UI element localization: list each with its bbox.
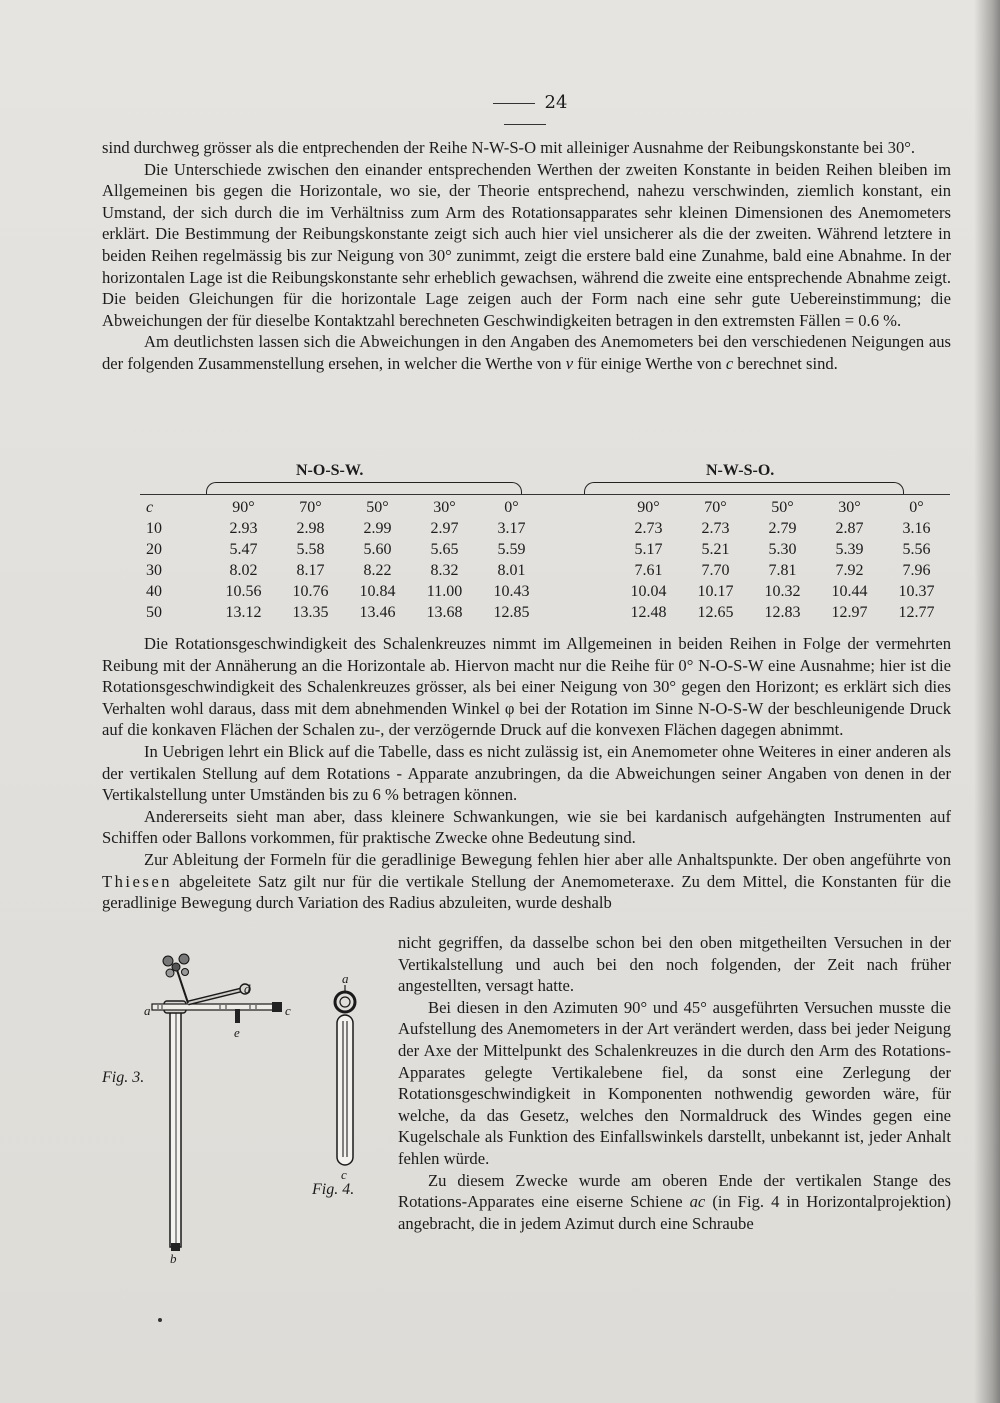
table-cell-value: 10.44 <box>831 582 868 600</box>
table-cell-value: 2.87 <box>835 519 864 537</box>
table-cell-value: 3.17 <box>497 519 526 537</box>
paragraph: Zu diesem Zwecke wurde am oberen Ende der vertikalen Stange des Rotations-Apparates eine eiserne Schiene ac (in Fig. 4 in Horizontalprojektion) angebracht, die in jedem Azimut durch eine Schraube <box>398 1170 951 1233</box>
table-cell-value: 10.76 <box>292 582 329 600</box>
table-cell-c: 40 <box>146 582 162 600</box>
table-gap-cell <box>545 518 615 539</box>
paragraph: Die Unterschiede zwischen den einander entsprechenden Werthen der zweiten Konstante in beiden Reihen bleiben im Allgemeinen bis gegen die Horizontale, wo sie, der Theorie entsprechend, nahezu verschwinden, ziemlich konstant, ein Umstand, der sich durch die im Verhältniss zum Arm des Rotationsapparates sehr kleinen Dimensionen des Anemometers erklärt. Die Bestimmung der Reibungskonstante zeigt sich auch hier viel unsicherer als die der zweiten. Während letztere in beiden Reihen regelmässig bis zur Neigung von 30° zunimmt, zeigt die erstere bald eine Zunahme, bald eine Abnahme. In der horizontalen Lage ist die Reibungskonstante sehr erheblich gewachsen, während die zweite eine entsprechende Abnahme zeigt. Die beiden Gleichungen für die horizontale Lage zeigen auch der Form nach eine sehr gute Uebereinstimmung; die Abweichungen der für dieselbe Kontaktzahl berechneten Geschwindigkeiten betragen in den extremsten Fällen = 0.6 %. <box>102 159 951 330</box>
table-row <box>140 581 950 602</box>
table-cell-value: 10.32 <box>764 582 801 600</box>
table-cell-value: 30° <box>816 495 883 519</box>
table-cell-value: 2.73 <box>701 519 730 537</box>
table-cell-value: 7.96 <box>902 561 931 579</box>
table-cell-value: 12.83 <box>764 603 801 621</box>
table-cell-value: 12.97 <box>831 603 868 621</box>
label-c-fig3: c <box>285 1003 291 1018</box>
fig3-caption: Fig. 3. <box>102 1069 145 1086</box>
velocity-table <box>140 494 950 623</box>
body-text-top <box>102 137 951 375</box>
table-cell-value: 90° <box>210 495 277 519</box>
table-cell-value: 7.61 <box>634 561 663 579</box>
label-d: d <box>244 981 251 996</box>
fig4-caption: Fig. 4. <box>312 1181 355 1198</box>
table-cell-value: 10.56 <box>225 582 262 600</box>
table-row <box>140 560 950 581</box>
paragraph: sind durchweg grösser als die entprechenden der Reihe N-W-S-O mit alleiniger Ausnahme der Reibungskonstante bei 30°. <box>102 138 916 157</box>
table-cell-value: 12.65 <box>697 603 734 621</box>
table-cell-value: 12.48 <box>630 603 667 621</box>
paragraph: Die Rotationsgeschwindigkeit des Schalenkreuzes nimmt im Allgemeinen in beiden Reihen in Folge der vermehrten Reibung mit der Annäherung an die Horizontale ab. Hiervon macht nur die Reihe für 0° N-O-S-W eine Ausnahme; hier ist die Rotationsgeschwindigkeit des Schalenkreuzes grösser, als bei einer Neigung von 30° gegen den Horizont; es erklärt sich dies Verhalten wohl daraus, dass mit dem abnehmenden Winkel φ bei der Rotation im Sinne N-O-S-W der beschleunigende Druck auf die konkaven Flächen der Schalen zu-, der verzögernde Druck auf die konvexen Flächen dagegen abnimmt. <box>102 634 951 740</box>
table-cell-value: 90° <box>615 495 682 519</box>
table-group-left-title: N-O-S-W. <box>296 462 364 479</box>
table-cell-value: 8.17 <box>296 561 325 579</box>
table-cell-value: 5.60 <box>363 540 392 558</box>
table-cell-value: 13.46 <box>359 603 396 621</box>
table-cell-value: 8.02 <box>229 561 258 579</box>
table-cell-value: 50° <box>344 495 411 519</box>
table-cell-value: 5.56 <box>902 540 931 558</box>
table-cell-value: 2.79 <box>768 519 797 537</box>
paragraph: Am deutlichsten lassen sich die Abweichungen in den Angaben des Anemometers bei den verschiedenen Neigungen aus der folgenden Zusammenstellung ersehen, in welcher die Werthe von v für einige Werthe von c berechnet sind. <box>102 332 951 373</box>
table-cell-c: 30 <box>146 561 162 579</box>
label-a-fig3: a <box>144 1003 151 1018</box>
paragraph: Bei diesen in den Azimuten 90° und 45° ausgeführten Versuchen musste die Aufstellung des Anemometers in der Art verändert werden, dass bei jeder Neigung der Axe der Mittelpunkt des Schalenkreuzes in die durch den Arm des Rotations-Apparates gelegte Vertikalebene fiel, da sonst eine Zerlegung der Rotationsgeschwindigkeit in Komponenten nothwendig geworden wäre, für welche, da das Gesetz, welches den Normaldruck des Windes gegen eine Kugelschale als Funktion des Einfallswinkels darstellt, unbekannt ist, jeder Anhalt fehlen würde. <box>398 997 951 1168</box>
table-cell-value: 12.77 <box>898 603 935 621</box>
paragraph: nicht gegriffen, da dasselbe schon bei den oben mitgetheilten Versuchen in der Vertikalstellung und auch bei den noch folgenden, der Zeit nach früher angestellten, versagt hatte. <box>398 933 951 996</box>
table-cell-value: 0° <box>478 495 545 519</box>
page-edge-shadow <box>974 0 1000 1403</box>
paragraph: In Uebrigen lehrt ein Blick auf die Tabelle, dass es nicht zulässig ist, ein Anemometer ohne Weiteres in einer anderen als der vertikalen Stellung auf dem Rotations - Apparate anzubringen, da die Abweichungen seiner Angaben von denen in der Vertikalstellung unter Umständen bis zu 6 % betragen können. <box>102 741 951 805</box>
table-cell-value: 3.16 <box>902 519 931 537</box>
table-cell-c: 10 <box>146 519 162 537</box>
horizontal-rail <box>152 1004 280 1010</box>
table-cell-value: 10.04 <box>630 582 667 600</box>
table-gap-cell <box>545 602 615 623</box>
table-cell-value: 10.17 <box>697 582 734 600</box>
table-row <box>140 602 950 623</box>
table-cell-value: 8.22 <box>363 561 392 579</box>
table-cell-value: 2.98 <box>296 519 325 537</box>
author-name: Thiesen <box>102 871 173 891</box>
table-cell-value: 13.68 <box>426 603 463 621</box>
table-cell-value: 0° <box>883 495 950 519</box>
table-gap-cell <box>545 581 615 602</box>
table-cell-value: 7.81 <box>768 561 797 579</box>
label-c-fig4: c <box>341 1167 347 1182</box>
table-cell-value: 5.59 <box>497 540 526 558</box>
table-cell-value: 5.58 <box>296 540 325 558</box>
table-cell-value: 5.17 <box>634 540 663 558</box>
table-cell-value: 7.92 <box>835 561 864 579</box>
table-cell-value: 13.35 <box>292 603 329 621</box>
table-cell-value: 7.70 <box>701 561 730 579</box>
table-cell-value: 2.73 <box>634 519 663 537</box>
table-cell-value: 8.32 <box>430 561 459 579</box>
table-cell-value: 10.43 <box>493 582 530 600</box>
table-cell-c: 50 <box>146 603 162 621</box>
table-gap-cell <box>545 560 615 581</box>
table-cell-value: 10.84 <box>359 582 396 600</box>
table-cell-value: 2.97 <box>430 519 459 537</box>
table-cell-value: 5.47 <box>229 540 258 558</box>
table-cell-value: 30° <box>411 495 478 519</box>
table-cell-value: 5.30 <box>768 540 797 558</box>
table-cell-value: 2.99 <box>363 519 392 537</box>
body-text-middle <box>102 633 951 914</box>
table-gap-cell <box>545 495 615 519</box>
table-header-row <box>140 495 950 519</box>
table-cell-value: 8.01 <box>497 561 526 579</box>
table-gap-cell <box>545 539 615 560</box>
table-cell-value: 2.93 <box>229 519 258 537</box>
table-cell-value: 5.21 <box>701 540 730 558</box>
table-row <box>140 518 950 539</box>
paragraph: Andererseits sieht man aber, dass kleinere Schwankungen, wie sie bei kardanisch aufgehängten Instrumenten auf Schiffen oder Ballons vorkommen, für praktische Zwecke ohne Bedeutung sind. <box>102 806 951 848</box>
label-b: b <box>170 1251 177 1266</box>
table-cell-value: 12.85 <box>493 603 530 621</box>
fig4-rail <box>337 1015 353 1165</box>
table-cell-c: c <box>140 495 210 519</box>
paragraph: Zur Ableitung der Formeln für die geradlinige Bewegung fehlen hier aber alle Anhaltspunkte. Der oben angeführte von Thiesen abgeleitete Satz gilt nur für die vertikale Stellung der Anemometeraxe. Zu dem Mittel, die Konstanten für die geradlinige Bewegung durch Variation des Radius abzuleiten, wurde deshalb <box>102 849 951 913</box>
table-cell-value: 10.37 <box>898 582 935 600</box>
label-e: e <box>234 1025 240 1040</box>
body-text-wrapped <box>398 932 951 1234</box>
table-cell-c: 20 <box>146 540 162 558</box>
print-speck <box>158 1318 162 1322</box>
table-cell-value: 5.39 <box>835 540 864 558</box>
label-a-fig4: a <box>342 971 349 986</box>
table-group-right-title: N-W-S-O. <box>706 462 775 479</box>
figures-3-4 <box>100 945 390 1265</box>
table-cell-value: 50° <box>749 495 816 519</box>
table-cell-value: 70° <box>277 495 344 519</box>
table-row <box>140 539 950 560</box>
table-cell-value: 13.12 <box>225 603 262 621</box>
table-cell-value: 5.65 <box>430 540 459 558</box>
table-cell-value: 11.00 <box>426 582 463 600</box>
page-number: 24 <box>455 92 595 134</box>
table-cell-value: 70° <box>682 495 749 519</box>
